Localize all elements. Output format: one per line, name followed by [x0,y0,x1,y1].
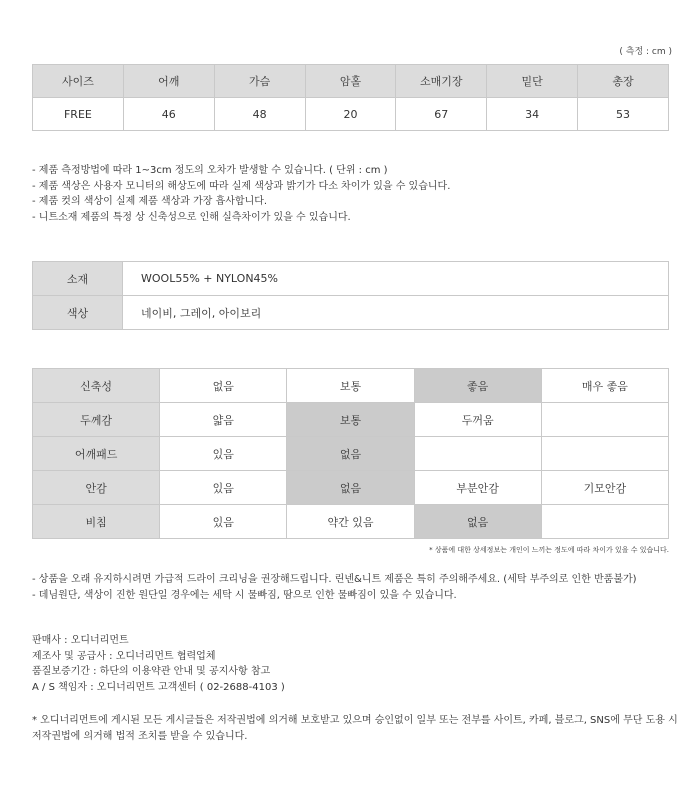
fit-option-cell [541,403,668,437]
color-label: 색상 [33,296,123,330]
fit-row-see-through [33,505,669,539]
measurement-note: - 니트소재 제품의 특정 상 신축성으로 인해 실측차이가 있을 수 있습니다. [32,211,351,223]
material-table [32,261,669,330]
size-header-cell: 가슴 [214,65,305,98]
fit-option-cell: 보통 [287,369,414,403]
fit-option-cell: 없음 [287,437,414,471]
fit-row-label: 비침 [33,505,160,539]
fit-option-cell: 없음 [160,369,287,403]
size-value-cell: FREE [33,98,124,131]
fit-option-cell: 기모안감 [541,471,668,505]
care-note: - 데님원단, 색상이 진한 원단일 경우에는 세탁 시 물빠짐, 땀으로 인한 물빠짐이 있을 수 있습니다. [32,589,457,601]
fit-row-lining [33,471,669,505]
size-table-header [33,65,669,98]
size-value-cell: 67 [396,98,487,131]
material-value: WOOL55% + NYLON45% [123,262,669,296]
seller-info-line: 제조사 및 공급사 : 오디너리먼트 협력업체 [32,650,216,662]
fit-option-cell: 얇음 [160,403,287,437]
size-value-cell: 53 [578,98,669,131]
care-notes [32,572,637,603]
fit-option-cell [541,437,668,471]
fit-row-label: 안감 [33,471,160,505]
size-value-cell: 46 [123,98,214,131]
fit-option-cell: 매우 좋음 [541,369,668,403]
fit-option-cell: 두꺼움 [414,403,541,437]
size-header-cell: 암홀 [305,65,396,98]
fit-row-label: 신축성 [33,369,160,403]
size-header-cell: 어깨 [123,65,214,98]
fit-row-stretch [33,369,669,403]
size-value-cell: 48 [214,98,305,131]
size-header-cell: 총장 [578,65,669,98]
measurement-note: - 제품 컷의 색상이 실제 제품 색상과 가장 흡사합니다. [32,196,268,207]
size-value-cell: 20 [305,98,396,131]
size-value-cell: 34 [487,98,578,131]
measurement-note: - 제품 측정방법에 따라 1~3cm 정도의 오차가 발생할 수 있습니다. ( 단위 : cm ) [32,165,388,176]
material-label: 소재 [33,262,123,296]
size-header-cell: 밑단 [487,65,578,98]
copyright-notice: * 오디너리먼트에 게시된 모든 게시글들은 저작권법에 의거해 보호받고 있으며 승인없이 일부 또는 전부를 사이트, 카페, 블로그, SNS에 무단 도용 시 저작권법에 의거해 법적 조치를 받을 수 있습니다. [32,715,678,742]
size-header-cell: 사이즈 [33,65,124,98]
fit-option-cell [414,437,541,471]
care-note: - 상품을 오래 유지하시려면 가급적 드라이 크리닝을 권장해드립니다. 린넨&니트 제품은 특히 주의해주세요. (세탁 부주의로 인한 반품불가) [32,574,637,585]
fit-option-cell: 약간 있음 [287,505,414,539]
seller-info-line: 판매사 : 오디너리먼트 [32,635,129,646]
size-table [32,64,669,131]
measurement-unit-note: ( 측정 : cm ) [619,47,672,57]
fit-option-cell: 있음 [160,437,287,471]
fit-option-cell [541,505,668,539]
fit-option-cell: 보통 [287,403,414,437]
fit-row-label: 두께감 [33,403,160,437]
fit-option-cell: 없음 [287,471,414,505]
fit-option-cell: 없음 [414,505,541,539]
fit-footnote: * 상품에 대한 상세정보는 개인이 느끼는 정도에 따라 차이가 있을 수 있습니다. [429,546,669,554]
size-table-row [33,98,669,131]
fit-info-table [32,368,669,539]
fit-option-cell: 있음 [160,471,287,505]
seller-info [32,633,285,695]
color-value: 네이비, 그레이, 아이보리 [123,296,669,330]
fit-option-cell: 있음 [160,505,287,539]
fit-row-label: 어깨패드 [33,437,160,471]
seller-info-line: A / S 책임자 : 오디너리먼트 고객센터 ( 02-2688-4103 ) [32,681,285,693]
material-row [33,262,669,296]
measurement-notes [32,163,450,225]
measurement-note: - 제품 색상은 사용자 모니터의 해상도에 따라 실제 색상과 밝기가 다소 차이가 있을 수 있습니다. [32,180,451,192]
size-header-cell: 소매기장 [396,65,487,98]
seller-info-line: 품질보증기간 : 하단의 이용약관 안내 및 공지사항 참고 [32,666,271,677]
fit-row-thickness [33,403,669,437]
fit-option-cell: 부분안감 [414,471,541,505]
color-row [33,296,669,330]
fit-row-shoulder-pad [33,437,669,471]
fit-option-cell: 좋음 [414,369,541,403]
